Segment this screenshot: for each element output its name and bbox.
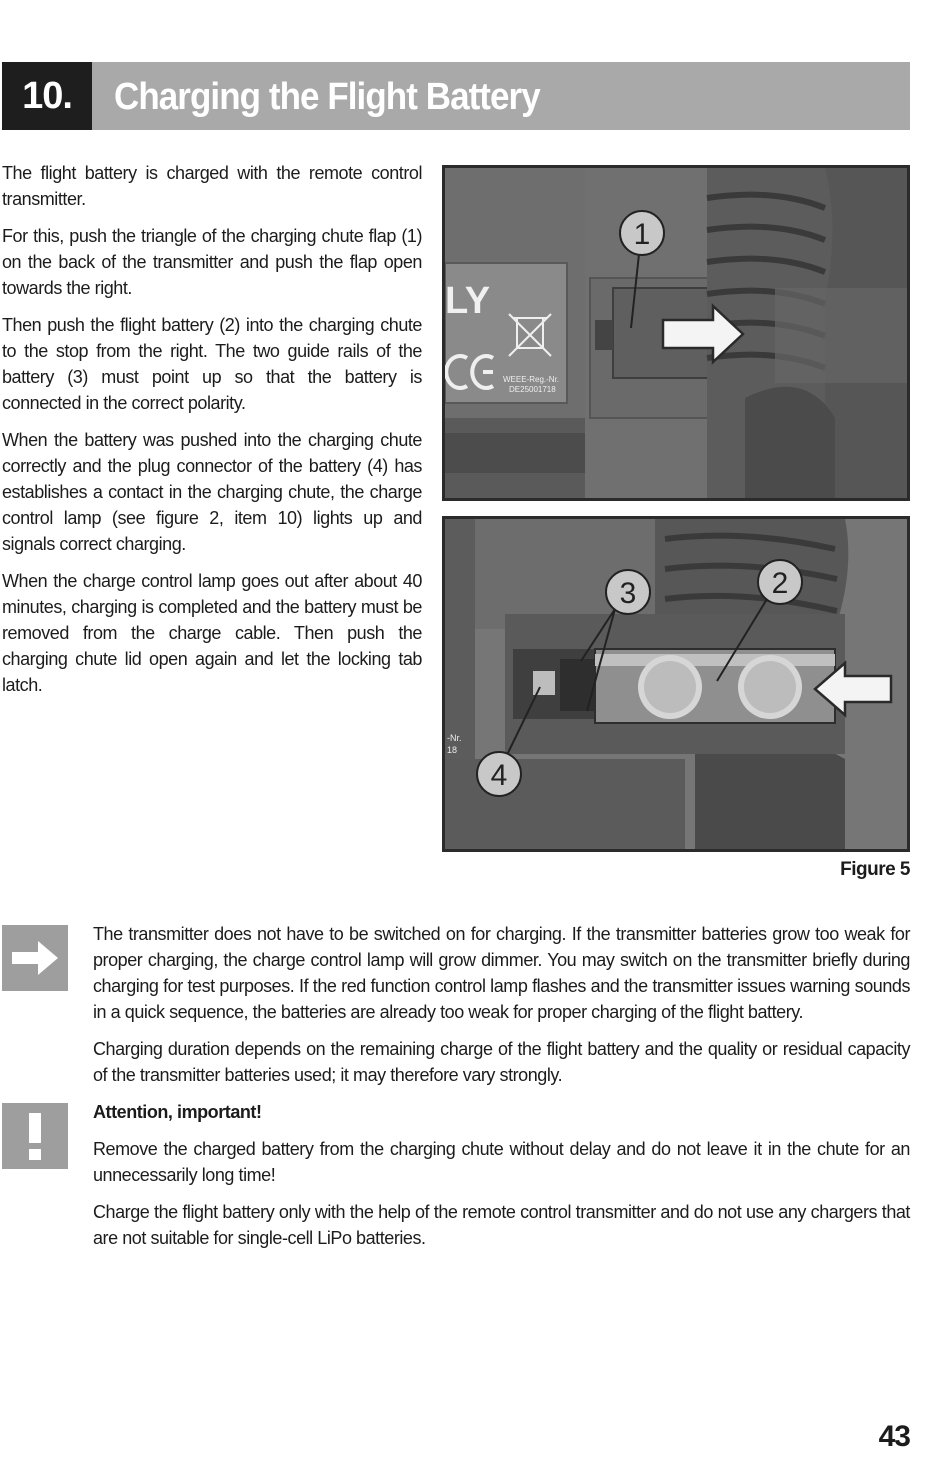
notes-section: [93, 921, 910, 1262]
svg-text:2: 2: [771, 567, 789, 600]
section-header: [2, 62, 910, 130]
label-brand-text: LY: [445, 280, 491, 322]
exclamation-icon: [2, 1103, 68, 1169]
paragraph: For this, push the triangle of the charging chute flap (1) on the back of the transmitter and push the flap open towards the right.: [2, 226, 422, 298]
paragraph: When the charge control lamp goes out after about 40 minutes, charging is completed and the battery must be removed from the charge cable. Then push the charging chute lid open again and let the locking tab latch.: [2, 571, 422, 695]
callout-4: [477, 752, 521, 796]
photo-charging-chute-flap: [442, 165, 910, 501]
callout-2: [758, 560, 802, 604]
warning-paragraph: Remove the charged battery from the charging chute without delay and do not leave it in the chute for an unnecessarily long time!: [93, 1139, 910, 1185]
paragraph: When the battery was pushed into the charging chute correctly and the plug connector of the battery (4) has establishes a contact in the charging chute, the charge control lamp (see figure 2, item 10) lights up and signals correct charging.: [2, 430, 422, 554]
svg-text:1: 1: [633, 218, 651, 251]
photo-battery-in-chute: [442, 516, 910, 852]
svg-text:4: 4: [490, 759, 508, 792]
warning-paragraph: Charge the flight battery only with the help of the remote control transmitter and do not use any chargers that are not suitable for single-cell LiPo batteries.: [93, 1202, 910, 1248]
callout-3: [606, 570, 650, 614]
info-paragraph: The transmitter does not have to be switched on for charging. If the transmitter batteries grow too weak for proper charging, the charge control lamp will grow dimmer. You may switch on the transmitter briefly during charging for test purposes. If the red function control lamp flashes and the transmitter issues warning sounds in a quick sequence, the batteries are already too weak for proper charging of the flight battery.: [93, 924, 910, 1022]
section-number: 10.: [2, 62, 92, 130]
paragraph: Then push the flight battery (2) into the charging chute to the stop from the right. The two guide rails of the battery (3) must point up so that the battery is connected in the correct polarity.: [2, 315, 422, 413]
instructions-text: [2, 160, 422, 709]
weee-reg-text: WEEE-Reg.-Nr.: [503, 375, 560, 384]
info-paragraph: Charging duration depends on the remaining charge of the flight battery and the quality or residual capacity of the transmitter batteries used; it may therefore vary strongly.: [93, 1039, 910, 1085]
callout-1: [620, 211, 664, 255]
arrow-right-icon: [2, 925, 68, 991]
figure-caption: Figure 5: [840, 859, 910, 880]
page-number: 43: [878, 1420, 910, 1453]
edge-text-2: 18: [447, 745, 458, 755]
paragraph: The flight battery is charged with the remote control transmitter.: [2, 163, 422, 209]
warning-title: Attention, important!: [93, 1102, 262, 1122]
svg-text:3: 3: [619, 577, 637, 610]
weee-number-text: DE25001718: [509, 385, 556, 394]
section-title: Charging the Flight Battery: [114, 76, 540, 118]
edge-text-1: -Nr.: [447, 733, 462, 743]
